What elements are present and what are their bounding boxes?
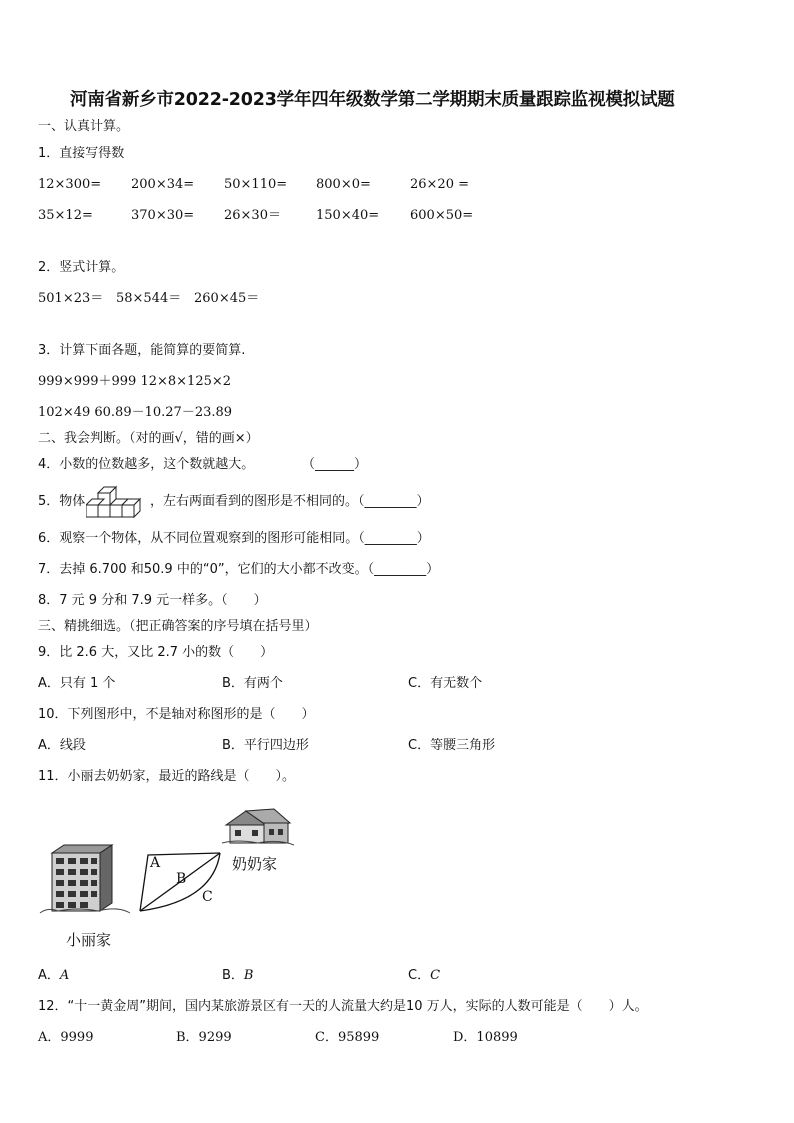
q2-item: 501×23＝ [38,291,104,306]
question-2-label: 2．竖式计算。 [38,260,125,275]
question-11-text: 11．小丽去奶奶家，最近的路线是（ ）。 [38,769,296,784]
house-icon [222,809,294,845]
q10-option-c: C．等腰三角形 [408,738,496,753]
q3-line-1: 999×999＋999 12×8×125×2 [38,374,232,389]
question-8-text: 8．7 元 9 分和 7.9 元一样多。（ ） [38,593,267,608]
section-heading-1: 一、认真计算。 [38,119,130,134]
xiaoli-home-label: 小丽家 [66,931,112,949]
apartment-building-icon [40,845,130,913]
q1-item: 600×50= [410,208,474,223]
q12-option-d: D．10899 [453,1030,518,1045]
q1-item: 12×300= [38,177,102,192]
question-5-suffix: ，左右两面看到的图形是不相同的。（________） [150,494,430,509]
q1-item: 26×20 = [410,177,470,192]
q1-item: 35×12= [38,208,93,223]
q1-item: 800×0= [316,177,371,192]
q1-item: 26×30＝ [224,208,281,223]
q10-option-b: B．平行四边形 [222,738,309,753]
q12-option-a: A．9999 [38,1030,94,1045]
cube-stack-figure [86,483,148,521]
q9-option-a: A．只有 1 个 [38,676,116,691]
question-12-text: 12．“十一黄金周”期间，国内某旅游景区有一天的人流量大约是10 万人，实际的人数可能是（ ）人。 [38,999,648,1014]
q11-option-c: C．C [408,968,441,983]
q11-option-b: B．B [222,968,254,983]
answer-blank: （______） [302,457,368,472]
route-label-b: B [176,871,187,887]
q12-option-c: C．95899 [315,1030,380,1045]
q12-option-b: B．9299 [176,1030,232,1045]
section-heading-3: 三、精挑细选。（把正确答案的序号填在括号里） [38,619,318,634]
grandma-home-label: 奶奶家 [232,855,278,873]
q1-item: 150×40= [316,208,380,223]
q3-line-2: 102×49 60.89－10.27－23.89 [38,405,233,420]
question-5-prefix: 5．物体 [38,494,86,509]
q9-option-b: B．有两个 [222,676,283,691]
q1-item: 200×34= [131,177,195,192]
section-heading-2: 二、我会判断。（对的画√，错的画×） [38,431,259,446]
q1-item: 50×110= [224,177,288,192]
q9-option-c: C．有无数个 [408,676,483,691]
route-figure [38,803,300,955]
page-title: 河南省新乡市2022-2023学年四年级数学第二学期期末质量跟踪监视模拟试题 [70,90,675,110]
route-label-a: A [150,855,161,871]
question-10-text: 10．下列图形中，不是轴对称图形的是（ ） [38,707,315,722]
q10-option-a: A．线段 [38,738,86,753]
question-3-label: 3．计算下面各题，能简算的要简算. [38,343,246,358]
q11-option-a: A．A [38,968,70,983]
q2-item: 58×544＝ [116,291,182,306]
question-1-label: 1．直接写得数 [38,146,125,161]
question-6-text: 6．观察一个物体，从不同位置观察到的图形可能相同。（________） [38,531,430,546]
question-4-text: 4．小数的位数越多，这个数就越大。 [38,457,255,472]
question-9-text: 9．比 2.6 大，又比 2.7 小的数（ ） [38,645,274,660]
q1-item: 370×30= [131,208,195,223]
q2-item: 260×45＝ [194,291,260,306]
question-7-text: 7．去掉 6.700 和50.9 中的“0”，它们的大小都不改变。（________） [38,562,440,577]
route-label-c: C [202,889,213,905]
